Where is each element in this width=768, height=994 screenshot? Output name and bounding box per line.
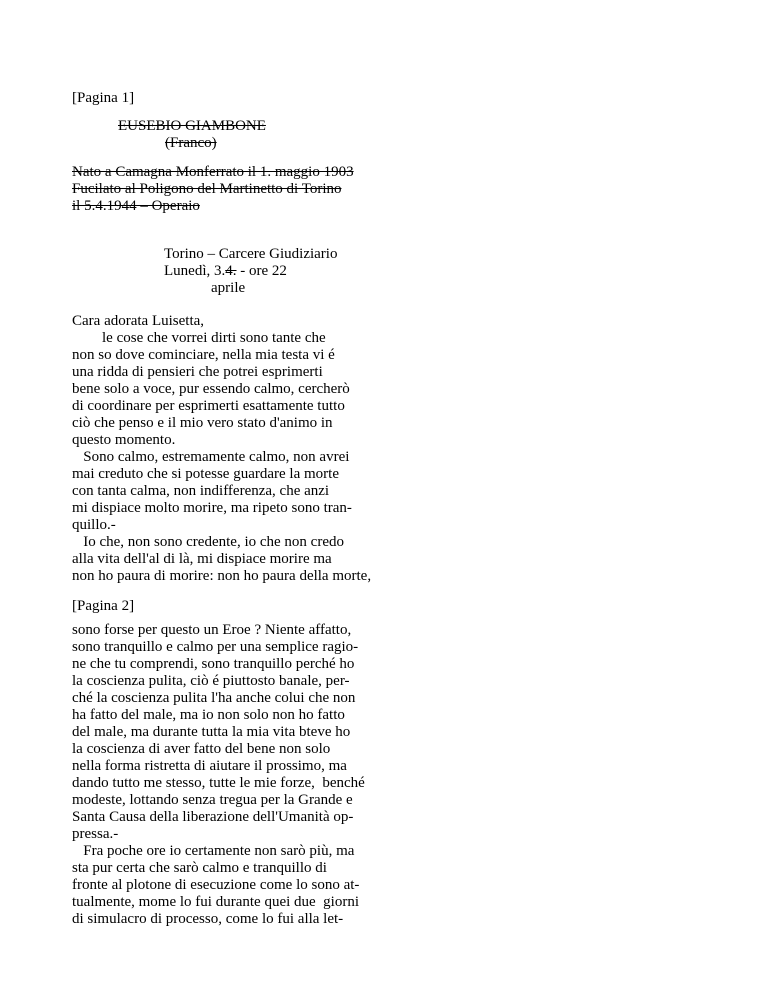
body-line: pressa.- — [72, 826, 119, 842]
body-line: del male, ma durante tutta la mia vita bteve ho — [72, 724, 351, 740]
body-line: la coscienza di aver fatto del bene non solo — [72, 741, 331, 757]
body-line: ciò che penso e il mio vero stato d'animo in — [72, 415, 333, 431]
letterhead-date — [164, 263, 287, 280]
body-line: quillo.- — [72, 517, 116, 533]
date-prefix: Lunedì, 3. — [164, 263, 226, 279]
body-line: con tanta calma, non indifferenza, che anzi — [72, 483, 330, 499]
salutation: Cara adorata Luisetta, — [72, 313, 205, 329]
body-line: la coscienza pulita, ciò é piuttosto banale, per- — [72, 673, 350, 689]
page-marker-1: [Pagina 1] — [72, 90, 135, 106]
body-line: ché la coscienza pulita l'ha anche colui che non — [72, 690, 356, 706]
body-line: Fra poche ore io certamente non sarò più, ma — [72, 843, 355, 859]
bio-line: il 5.4.1944 – Operaio — [72, 198, 200, 214]
body-line: questo momento. — [72, 432, 176, 448]
body-line: modeste, lottando senza tregua per la Grande e — [72, 792, 353, 808]
body-line: bene solo a voce, pur essendo calmo, cercherò — [72, 381, 350, 397]
body-line: di coordinare per esprimerti esattamente tutto — [72, 398, 345, 414]
body-line: dando tutto me stesso, tutte le mie forze, benché — [72, 775, 365, 791]
body-line: Io che, non sono credente, io che non credo — [72, 534, 344, 550]
heading-alias: (Franco) — [165, 135, 217, 151]
body-line: nella forma ristretta di aiutare il prossimo, ma — [72, 758, 347, 774]
body-line: tualmente, mome lo fui durante quei due giorni — [72, 894, 360, 910]
body-line: ne che tu comprendi, sono tranquillo perché ho — [72, 656, 355, 672]
body-line: di simulacro di processo, come lo fui alla let- — [72, 911, 344, 927]
bio-line: Fucilato al Poligono del Martinetto di Torino — [72, 181, 342, 197]
body-line: sta pur certa che sarò calmo e tranquillo di — [72, 860, 327, 876]
body-line: fronte al plotone di esecuzione come lo sono at- — [72, 877, 360, 893]
body-line: alla vita dell'al di là, mi dispiace morire ma — [72, 551, 332, 567]
body-line: Santa Causa della liberazione dell'Umanità op- — [72, 809, 354, 825]
body-line: una ridda di pensieri che potrei esprimerti — [72, 364, 323, 380]
date-suffix: - ore 22 — [236, 263, 287, 279]
heading-name: EUSEBIO GIAMBONE — [118, 118, 266, 134]
body-line: Sono calmo, estremamente calmo, non avrei — [72, 449, 350, 465]
bio-line: Nato a Camagna Monferrato il 1. maggio 1903 — [72, 164, 354, 180]
letterhead-month-insert: aprile — [211, 280, 246, 296]
body-line: non ho paura di morire: non ho paura della morte, — [72, 568, 372, 584]
letterhead-place: Torino – Carcere Giudiziario — [164, 246, 338, 262]
body-line: mi dispiace molto morire, ma ripeto sono tran- — [72, 500, 352, 516]
body-line: sono tranquillo e calmo per una semplice ragio- — [72, 639, 359, 655]
body-line: ha fatto del male, ma io non solo non ho fatto — [72, 707, 345, 723]
body-line: mai creduto che si potesse guardare la morte — [72, 466, 339, 482]
body-line: le cose che vorrei dirti sono tante che — [72, 330, 326, 346]
body-line: non so dove cominciare, nella mia testa vi é — [72, 347, 335, 363]
body-line: sono forse per questo un Eroe ? Niente affatto, — [72, 622, 352, 638]
page-marker-2: [Pagina 2] — [72, 598, 135, 614]
date-struck: 4. — [225, 263, 237, 279]
